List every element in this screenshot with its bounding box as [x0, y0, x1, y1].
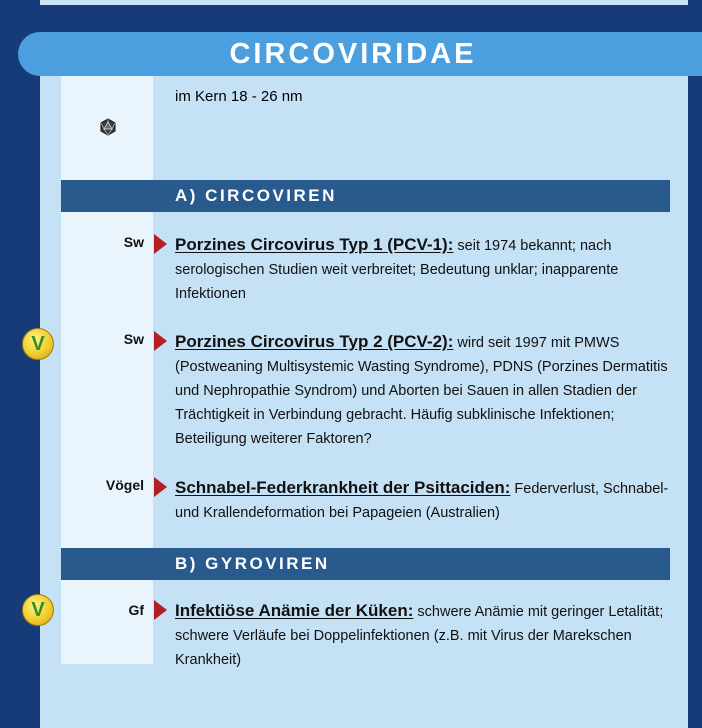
disease-name: Porzines Circovirus Typ 2 (PCV-2):: [175, 332, 454, 351]
particle-size-text: im Kern 18 - 26 nm: [175, 88, 303, 105]
host-label: Vögel: [105, 477, 144, 493]
disease-entry-chicken-anemia: [175, 599, 670, 672]
disease-entry-psittacine-beak-feather: [175, 476, 670, 525]
disease-entry-pcv1: [175, 233, 670, 306]
yellow-v-badge-icon: V: [22, 594, 54, 626]
host-label: Sw: [123, 234, 144, 250]
disease-description: Federverlust, Schnabel- und Krallendeformation bei Papageien (Australien): [175, 481, 669, 521]
page-title: CIRCOVIRIDAE: [18, 32, 702, 76]
red-triangle-arrow-icon: [154, 600, 167, 620]
disease-description: seit 1974 bekannt; nach serologischen Studien weit verbreitet; Bedeutung unklar; inapparente Infektionen: [175, 238, 619, 302]
host-label: Sw: [123, 331, 144, 347]
disease-name: Porzines Circovirus Typ 1 (PCV-1):: [175, 235, 454, 254]
section-heading-circoviren: A) CIRCOVIREN: [61, 180, 670, 212]
disease-description: schwere Anämie mit geringer Letalität; schwere Verläufe bei Doppelinfektionen (z.B. mit Virus der Marekschen Krankheit): [175, 604, 664, 668]
host-label: Gf: [128, 602, 144, 618]
section-heading-gyroviren: B) GYROVIREN: [61, 548, 670, 580]
top-panel: [40, 0, 688, 5]
disease-description: wird seit 1997 mit PMWS (Postweaning Multisystemic Wasting Syndrome), PDNS (Porzines Dermatitis und Nephropathie Syndrom) und Aborten bei Sauen in allen Stadien der Trächtigkeit in Verbindung gebracht. Häufig subklinische Infektionen; Beteiligung weiterer Faktoren?: [175, 335, 668, 447]
icosahedron-virus-icon: [99, 118, 117, 136]
disease-name: Infektiöse Anämie der Küken:: [175, 601, 414, 620]
red-triangle-arrow-icon: [154, 331, 167, 351]
yellow-v-badge-icon: V: [22, 328, 54, 360]
disease-name: Schnabel-Federkrankheit der Psittaciden:: [175, 478, 511, 497]
red-triangle-arrow-icon: [154, 234, 167, 254]
red-triangle-arrow-icon: [154, 477, 167, 497]
disease-entry-pcv2: [175, 330, 670, 451]
